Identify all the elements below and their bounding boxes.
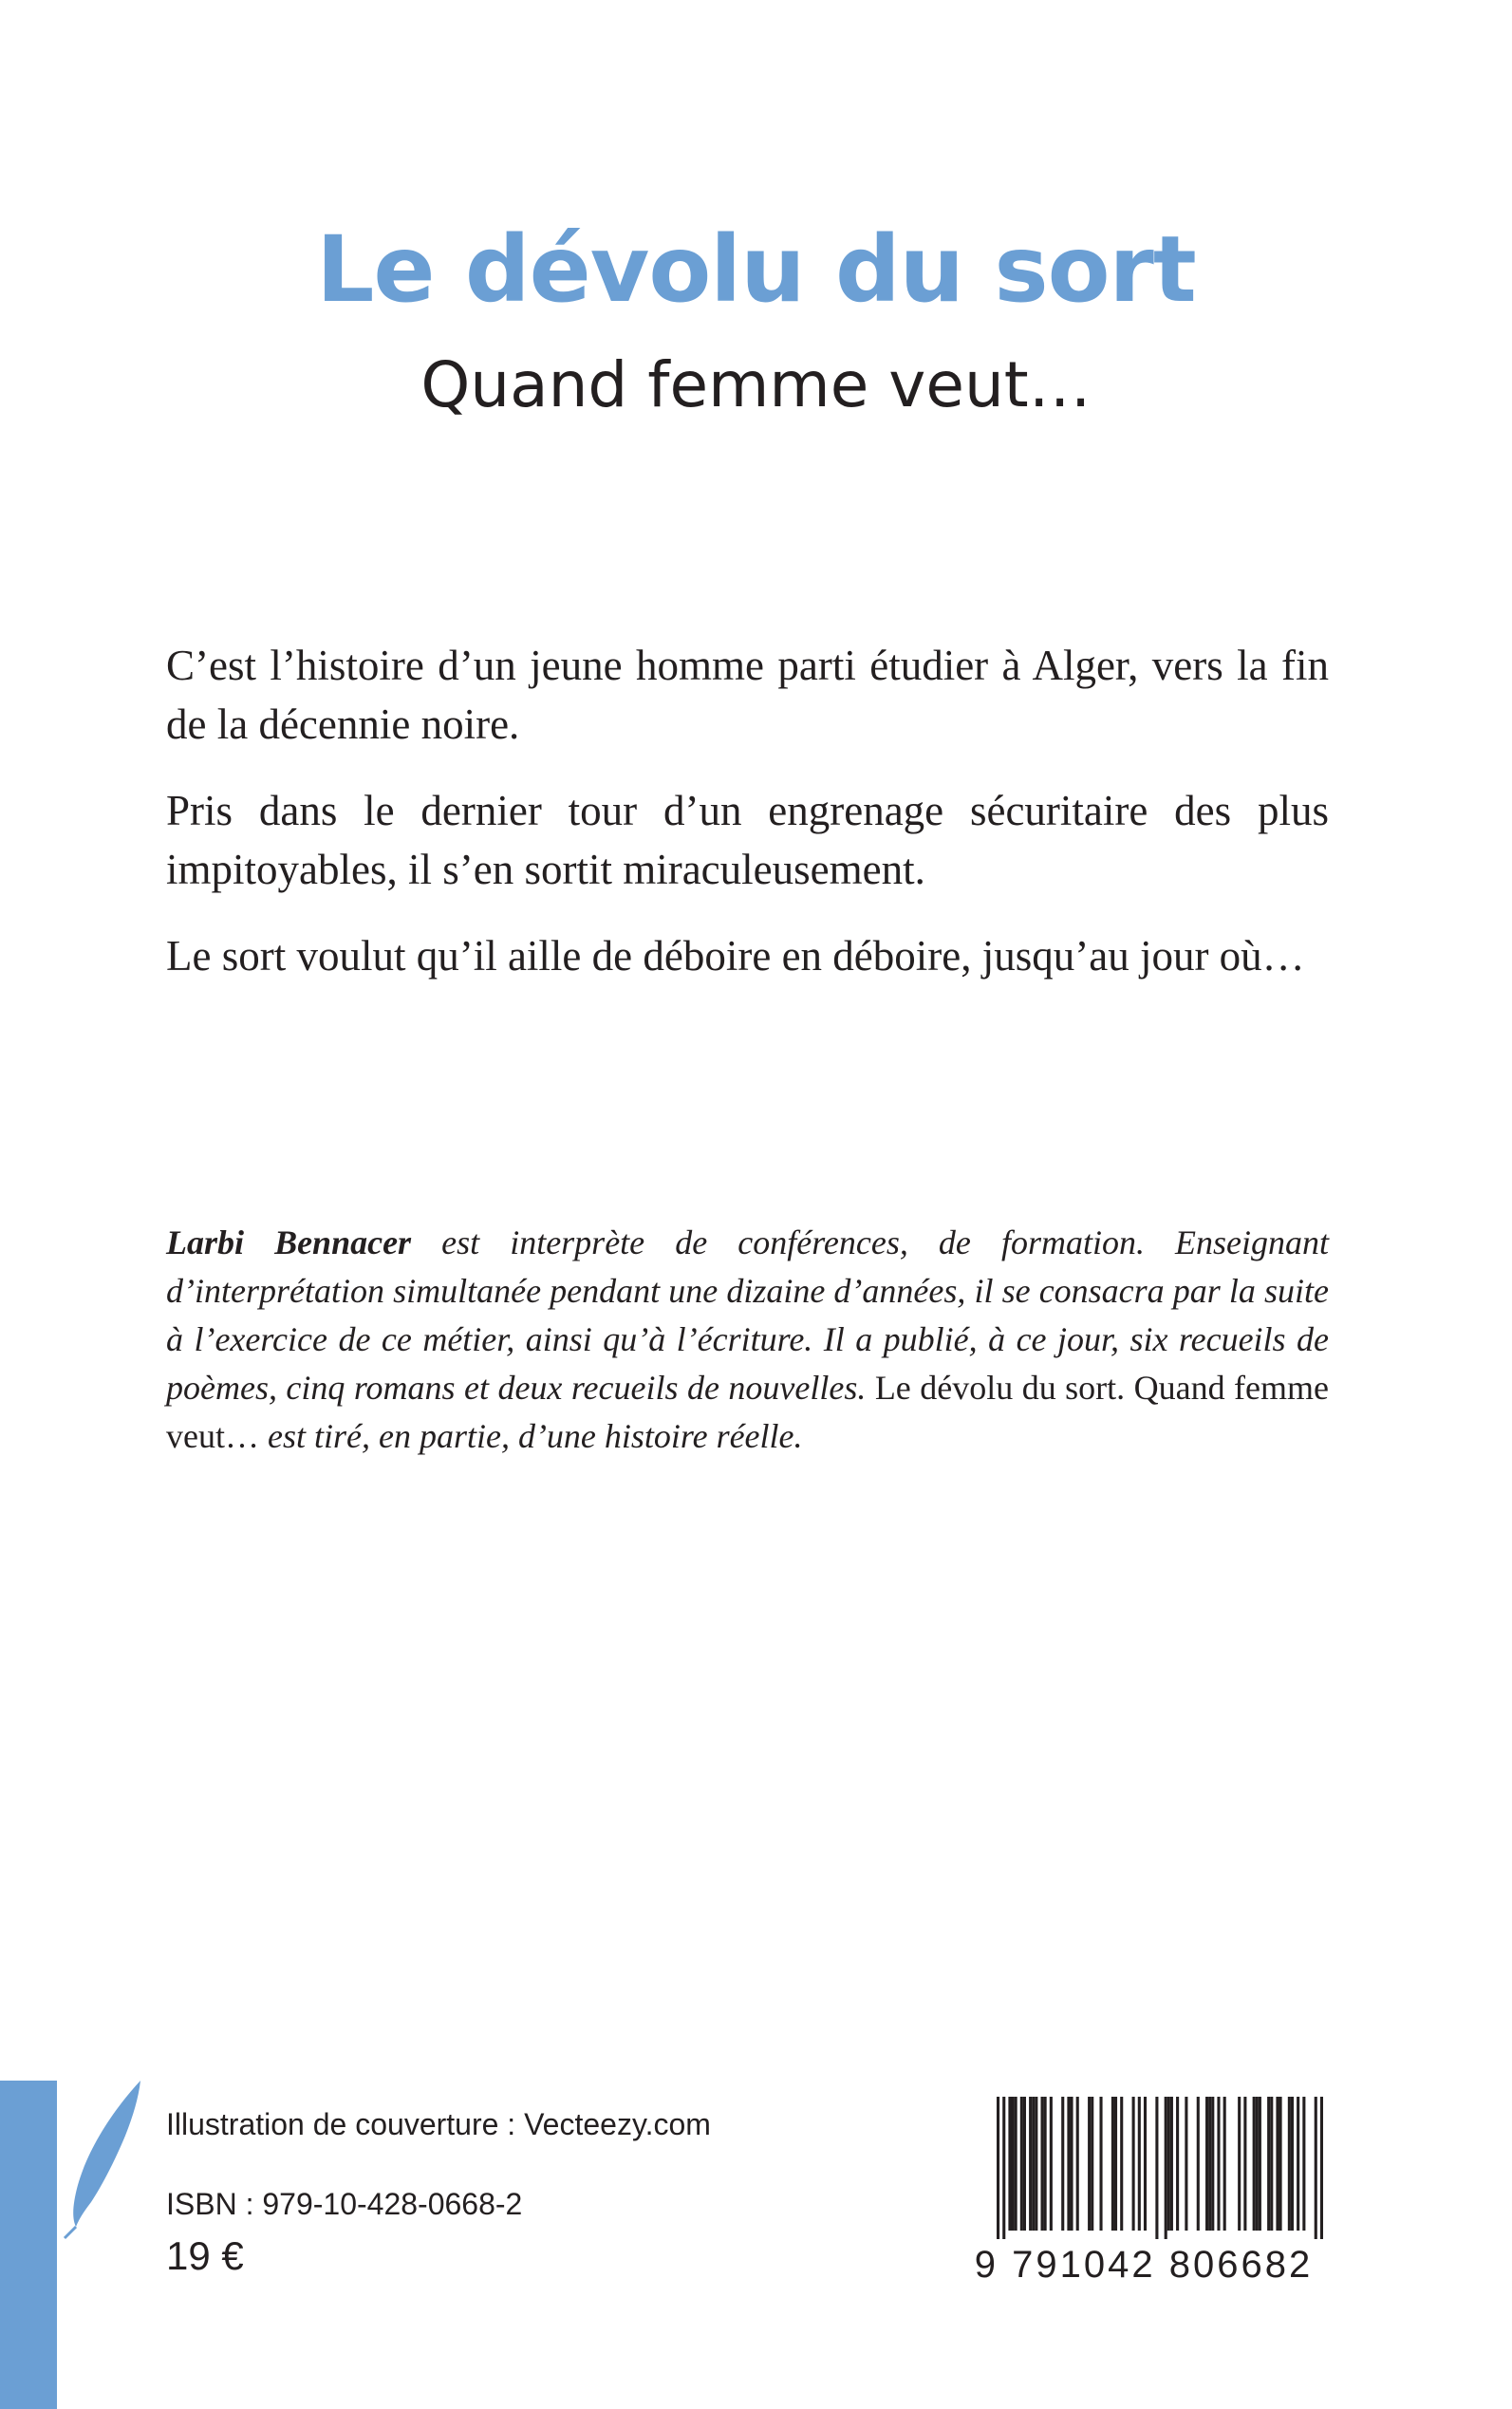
bio-text-1: est interprète de conférences, de formation. Enseignant d’interprétation simultanée pendant une dizaine d’années, il se consacra par la suite à l’exercice de ce métier, ainsi qu’à l’écriture. Il a publié, à ce jour, six recueils de poèmes, cinq romans et deux recueils de nouvelles. bbox=[166, 1223, 1329, 1407]
author-name: Larbi Bennacer bbox=[166, 1223, 412, 1261]
barcode-bar bbox=[1165, 2097, 1167, 2239]
bio-book-title: Le dévolu du sort. Quand femme veut… bbox=[166, 1369, 1330, 1455]
barcode-bar bbox=[1111, 2097, 1114, 2231]
book-subtitle: Quand femme veut… bbox=[420, 348, 1092, 421]
barcode-bar bbox=[1155, 2097, 1158, 2239]
barcode-bar bbox=[1279, 2097, 1282, 2231]
isbn-text: ISBN : 979-10-428-0668-2 bbox=[166, 2187, 523, 2221]
barcode-bar bbox=[1208, 2097, 1211, 2231]
barcode-bar bbox=[1061, 2097, 1064, 2231]
barcode-bar bbox=[1035, 2097, 1037, 2231]
barcode-bar bbox=[1302, 2097, 1305, 2231]
author-bio bbox=[166, 1219, 1329, 1461]
barcode-bar bbox=[1223, 2097, 1226, 2231]
barcode bbox=[963, 2083, 1324, 2297]
barcode-bar bbox=[1205, 2097, 1208, 2231]
barcode-bar bbox=[1170, 2097, 1173, 2231]
barcode-bar bbox=[1253, 2097, 1256, 2231]
price-text: 19 € bbox=[166, 2233, 244, 2278]
barcode-bar bbox=[1032, 2097, 1035, 2231]
barcode-bar bbox=[1011, 2097, 1014, 2231]
blurb-paragraph-1: C’est l’histoire d’un jeune homme parti étudier à Alger, vers la fin de la décennie noire. bbox=[166, 642, 1329, 748]
barcode-bar bbox=[1070, 2097, 1073, 2231]
barcode-bar bbox=[1276, 2097, 1279, 2231]
barcode-bar bbox=[1091, 2097, 1093, 2231]
barcode-bar bbox=[1138, 2097, 1141, 2231]
blurb bbox=[166, 636, 1329, 1013]
barcode-bar bbox=[1050, 2097, 1053, 2231]
barcode-bar bbox=[1002, 2097, 1005, 2239]
barcode-icon bbox=[997, 2097, 1323, 2239]
barcode-bar bbox=[1067, 2097, 1070, 2231]
barcode-bar bbox=[1291, 2097, 1294, 2231]
barcode-bar bbox=[1015, 2097, 1017, 2231]
barcode-bar bbox=[997, 2097, 999, 2239]
barcode-bar bbox=[1297, 2097, 1299, 2231]
barcode-bar bbox=[1076, 2097, 1079, 2231]
illustration-credit: Illustration de couverture : Vecteezy.com bbox=[166, 2107, 711, 2141]
barcode-bar bbox=[1270, 2097, 1273, 2231]
barcode-bar bbox=[1176, 2097, 1179, 2231]
accent-side-strip bbox=[0, 2081, 57, 2409]
barcode-bar bbox=[1044, 2097, 1047, 2231]
barcode-bar bbox=[1259, 2097, 1261, 2231]
barcode-bar bbox=[1144, 2097, 1147, 2231]
barcode-bar bbox=[1256, 2097, 1259, 2231]
barcode-bar bbox=[1120, 2097, 1123, 2231]
barcode-bar bbox=[1023, 2097, 1026, 2231]
barcode-bar bbox=[1099, 2097, 1102, 2231]
feather-shape bbox=[73, 2081, 140, 2227]
barcode-bar bbox=[1185, 2097, 1187, 2231]
barcode-bar bbox=[1008, 2097, 1011, 2231]
barcode-bar bbox=[1040, 2097, 1043, 2231]
barcode-bar bbox=[1320, 2097, 1323, 2239]
blurb-paragraph-3: Le sort voulut qu’il aille de déboire en déboire, jusqu’au jour où… bbox=[166, 932, 1305, 980]
barcode-bar bbox=[1243, 2097, 1246, 2231]
barcode-bar bbox=[1238, 2097, 1241, 2231]
barcode-bar bbox=[1029, 2097, 1032, 2231]
barcode-bar bbox=[1020, 2097, 1023, 2231]
barcode-bar bbox=[1114, 2097, 1117, 2231]
barcode-bar bbox=[1288, 2097, 1291, 2231]
barcode-bar bbox=[1267, 2097, 1270, 2231]
blurb-paragraph-2: Pris dans le dernier tour d’un engrenage sécuritaire des plus impitoyables, il s’en sortit miraculeusement. bbox=[166, 787, 1329, 893]
barcode-bar bbox=[1315, 2097, 1317, 2239]
bio-text-2: est tiré, en partie, d’une histoire réelle. bbox=[267, 1417, 803, 1455]
feather-icon bbox=[61, 2079, 146, 2240]
barcode-bar bbox=[1211, 2097, 1214, 2231]
barcode-bar bbox=[1088, 2097, 1091, 2231]
book-title: Le dévolu du sort bbox=[316, 216, 1196, 323]
barcode-bar bbox=[1197, 2097, 1200, 2231]
barcode-bar bbox=[1132, 2097, 1135, 2231]
barcode-digits: 9 791042 806682 bbox=[974, 2244, 1314, 2286]
feather-quill bbox=[65, 2227, 76, 2238]
barcode-bar bbox=[1167, 2097, 1170, 2231]
barcode-bar bbox=[1217, 2097, 1220, 2231]
